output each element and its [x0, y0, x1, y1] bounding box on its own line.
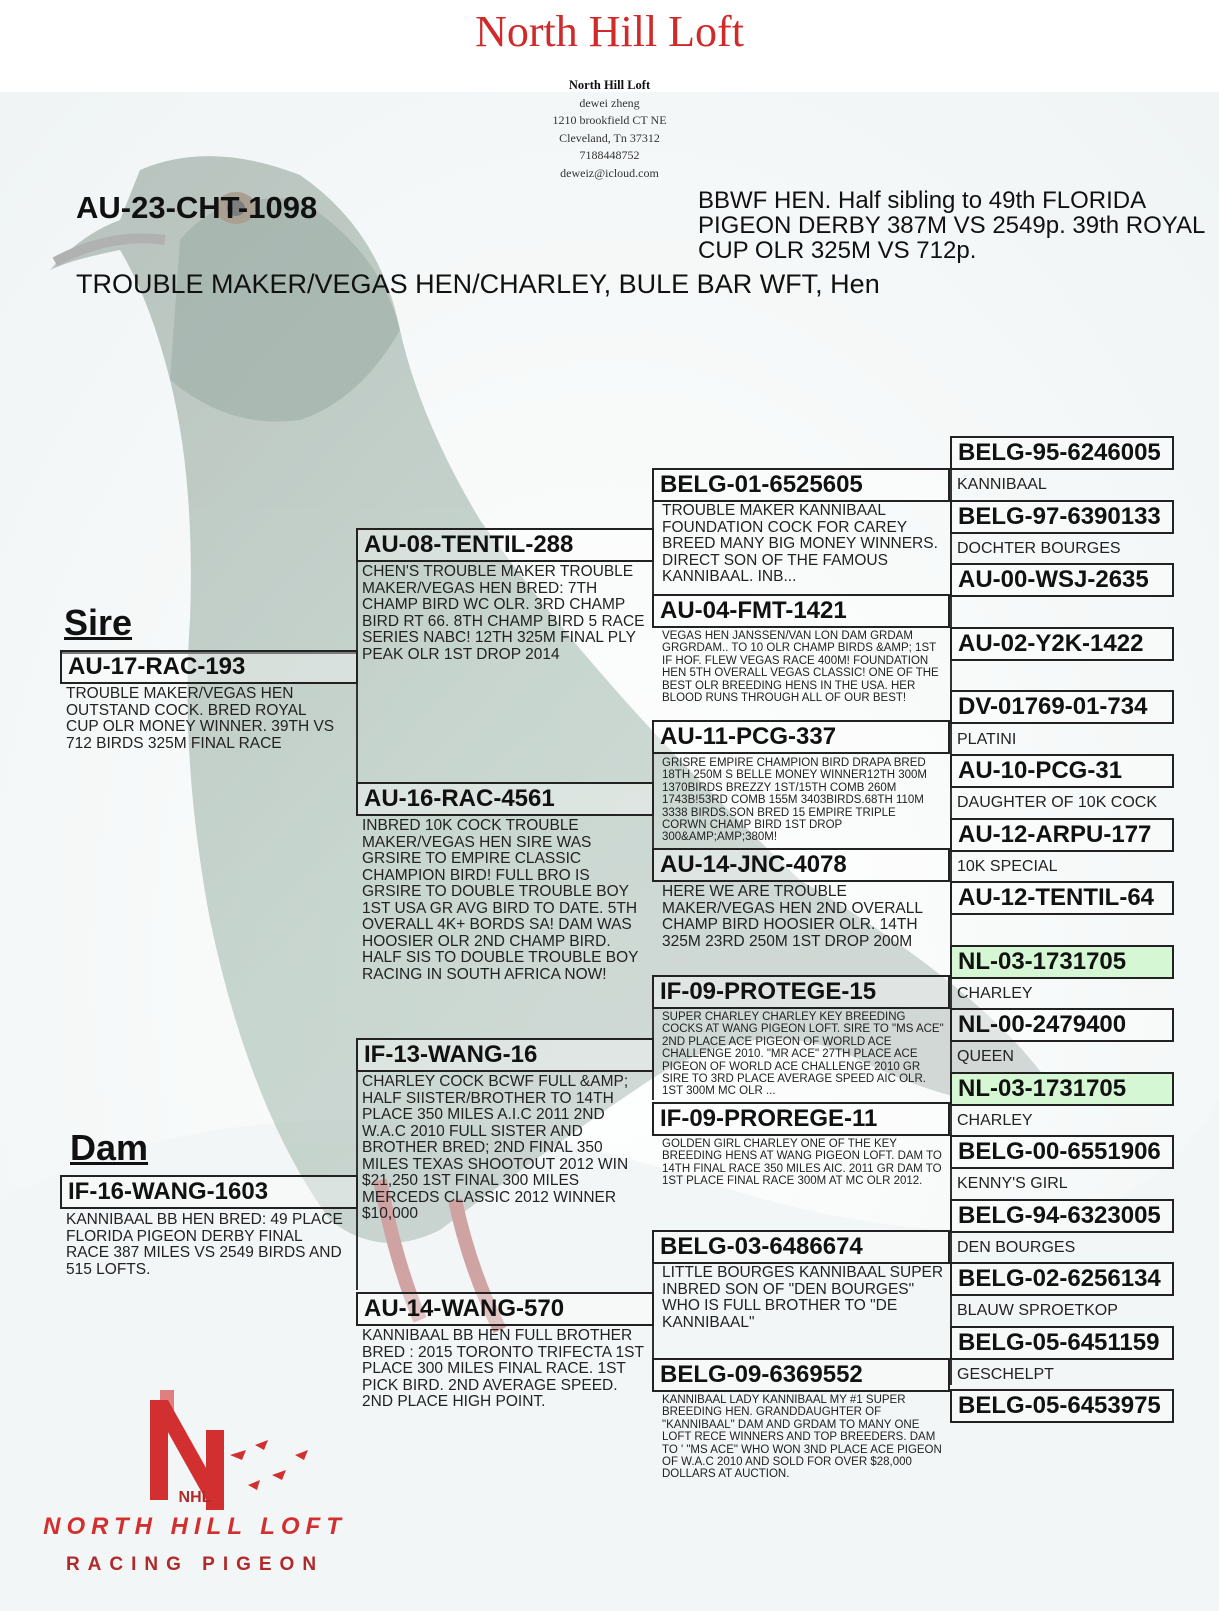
pedigree-band: BELG-01-6525605	[652, 468, 950, 502]
pedigree-band: AU-00-WSJ-2635	[950, 563, 1174, 597]
connector-line	[356, 1040, 358, 1290]
address-line: Cleveland, Tn 37312	[559, 130, 660, 145]
pedigree-band: AU-14-JNC-4078	[652, 848, 950, 882]
pedigree-notes: GRISRE EMPIRE CHAMPION BIRD DRAPA BRED 18TH 250M S BELLE MONEY WINNER12TH 300M 1370BIRDS BREZZY 1ST/15TH COMB 260M 1743B!53RD COMB 155M 3403BIRDS.68TH 110M 3338 BIRDS.SON BRED 15 EMPIRE TRIPLE CORWN CHAMP BIRD 1ST DROP 300&AMP;AMP;380M!	[662, 757, 928, 844]
pedigree-notes: LITTLE BOURGES KANNIBAAL SUPER INBRED SON OF "DEN BOURGES" WHO IS FULL BROTHER TO "DE KANNIBAAL"	[662, 1265, 944, 1331]
pedigree-notes: CHARLEY COCK BCWF FULL &AMP; HALF SIISTER/BROTHER TO 14TH PLACE 350 MILES A.I.C 2011 2ND W.A.C 2010 FULL SISTER AND BROTHER BRED; 2ND FINAL 350 MILES TEXAS SHOOTOUT 2012 WIN $21,250 1ST FINAL 300 MILES MERCEDS CLASSIC 2012 WINNER $10,000	[362, 1074, 629, 1222]
subject-description: BBWF HEN. Half sibling to 49th FLORIDA PIGEON DERBY 387M VS 2549p. 39th ROYAL CUP OLR 325M VS 712p.	[698, 187, 1205, 264]
pedigree-band: AU-02-Y2K-1422	[950, 627, 1174, 661]
pedigree-band: AU-08-TENTIL-288	[356, 528, 654, 562]
pedigree-band-highlighted: NL-03-1731705	[950, 1072, 1174, 1106]
dam-heading: Dam	[70, 1127, 149, 1168]
dam-notes: KANNIBAAL BB HEN BRED: 49 PLACE FLORIDA PIGEON DERBY FINAL RACE 387 MILES VS 2549 BIRDS AND 515 LOFTS.	[66, 1212, 343, 1278]
pedigree-band: BELG-03-6486674	[652, 1230, 950, 1264]
pedigree-notes: INBRED 10K COCK TROUBLE MAKER/VEGAS HEN SIRE WAS GRSIRE TO EMPIRE CLASSIC CHAMPION BIRD! FULL BRO IS GRSIRE TO DOUBLE TROUBLE BOY 1ST USA GR AVG BIRD TO DATE. 5TH OVERALL 4K+ BORDS SA! DAM WAS HOOSIER OLR 2ND CHAMP BIRD. HALF SIS TO DOUBLE TROUBLE BOY RACING IN SOUTH AFRICA NOW!	[362, 818, 639, 983]
pedigree-band: BELG-97-6390133	[950, 500, 1174, 534]
pedigree-band: IF-09-PROTEGE-15	[652, 975, 950, 1009]
pedigree-band: AU-11-PCG-337	[652, 720, 950, 754]
pedigree-name: GESCHELPT	[957, 1366, 1054, 1383]
pedigree-name: DEN BOURGES	[957, 1239, 1076, 1256]
logo-tagline: RACING PIGEON	[65, 1554, 325, 1575]
pedigree-band: BELG-95-6246005	[950, 436, 1174, 470]
north-hill-loft-logo	[10, 1390, 380, 1610]
pedigree-band-highlighted: NL-03-1731705	[950, 945, 1174, 979]
subject-lineage: TROUBLE MAKER/VEGAS HEN/CHARLEY, BULE BAR WFT, Hen	[76, 269, 880, 299]
subject-band: AU-23-CHT-1098	[76, 190, 318, 225]
pedigree-band: IF-13-WANG-16	[356, 1038, 654, 1072]
pedigree-notes: CHEN'S TROUBLE MAKER TROUBLE MAKER/VEGAS HEN BRED: 7TH CHAMP BIRD WC OLR. 3RD CHAMP BIRD RT 66. 8TH CHAMP BIRD 5 RACE SERIES NABC! 12TH 325M FINAL PLY PEAK OLR 1ST DROP 2014	[362, 564, 645, 663]
pedigree-name: 10K SPECIAL	[957, 858, 1058, 875]
address-line: 1210 brookfield CT NE	[552, 113, 667, 127]
pedigree-band: AU-10-PCG-31	[950, 754, 1174, 788]
sire-band: AU-17-RAC-193	[60, 650, 358, 684]
logo-initials: NHL	[178, 1489, 212, 1506]
address-line: deweiz@icloud.com	[560, 165, 659, 180]
pedigree-name: CHARLEY	[957, 1112, 1033, 1129]
pedigree-band: BELG-09-6369552	[652, 1358, 950, 1392]
pedigree-band: NL-00-2479400	[950, 1008, 1174, 1042]
pedigree-name: DOCHTER BOURGES	[957, 540, 1121, 557]
address-block	[0, 77, 1219, 182]
pedigree-name: CHARLEY	[957, 985, 1033, 1002]
pedigree-name: KANNIBAAL	[957, 476, 1047, 493]
pedigree-notes: HERE WE ARE TROUBLE MAKER/VEGAS HEN 2ND OVERALL CHAMP BIRD HOOSIER OLR. 14TH 325M 23RD 250M 1ST DROP 200M	[662, 884, 923, 950]
sire-heading: Sire	[64, 602, 133, 643]
page-title: North Hill Loft	[475, 7, 744, 56]
address-line: 7188448752	[579, 148, 640, 162]
pedigree-band: BELG-05-6453975	[950, 1389, 1174, 1423]
pedigree-band: DV-01769-01-734	[950, 690, 1174, 724]
pedigree-notes: SUPER CHARLEY CHARLEY KEY BREEDING COCKS AT WANG PIGEON LOFT. SIRE TO "MS ACE" 2ND PLACE ACE PIGEON OF WORLD ACE CHALLENGE 2010. "MR ACE" 27TH PLACE ACE PIGEON OF WORLD ACE CHALLENGE 2010 GR SIRE TO 3RD PLACE AVERAGE SPEED AIC OLR. 1ST 300M MC OLR ...	[662, 1011, 944, 1098]
pedigree-name: BLAUW SPROETKOP	[957, 1302, 1118, 1319]
pedigree-name: QUEEN	[957, 1048, 1014, 1065]
pedigree-band: AU-04-FMT-1421	[652, 594, 950, 628]
pedigree-notes: VEGAS HEN JANSSEN/VAN LON DAM GRDAM GRGRDAM.. TO 10 OLR CHAMP BIRDS &AMP; 1ST IF HOF. FLEW VEGAS RACE 400M! FOUNDATION HEN 5TH OVERALL VEGAS CLASSIC! ONE OF THE BEST OLR BREEDING HENS IN THE USA. HER BLOOD RUNS THROUGH ALL OF OUR BEST!	[662, 630, 939, 705]
pedigree-band: AU-14-WANG-570	[356, 1292, 654, 1326]
pedigree-name: KENNY'S GIRL	[957, 1175, 1068, 1192]
pedigree-band: BELG-00-6551906	[950, 1135, 1174, 1169]
pedigree-band: BELG-94-6323005	[950, 1199, 1174, 1233]
pedigree-band: AU-16-RAC-4561	[356, 782, 654, 816]
pedigree-band: BELG-05-6451159	[950, 1326, 1174, 1360]
pedigree-notes: KANNIBAAL LADY KANNIBAAL MY #1 SUPER BREEDING HEN. GRANDDAUGHTER OF "KANNIBAAL" DAM AND GRDAM TO MANY ONE LOFT RECE WINNERS AND TOP BREEDERS. DAM TO ' "MS ACE" WHO WON 3ND PLACE ACE PIGEON OF W.A.C 2010 AND SOLD FOR OVER $28,000 DOLLARS AT AUCTION.	[662, 1394, 942, 1481]
sire-notes: TROUBLE MAKER/VEGAS HEN OUTSTAND COCK. BRED ROYAL CUP OLR MONEY WINNER. 39TH VS 712 BIRDS 325M FINAL RACE	[66, 686, 335, 752]
pedigree-notes: GOLDEN GIRL CHARLEY ONE OF THE KEY BREEDING HENS AT WANG PIGEON LOFT. DAM TO 14TH FINAL RACE 350 MILES AIC. 2011 GR DAM TO 1ST PLACE FINAL RACE 300M AT MC OLR 2012.	[662, 1138, 942, 1188]
logo-name: NORTH HILL LOFT	[43, 1513, 347, 1540]
pedigree-name: DAUGHTER OF 10K COCK	[957, 794, 1158, 811]
pedigree-notes: KANNIBAAL BB HEN FULL BROTHER BRED : 2015 TORONTO TRIFECTA 1ST PLACE 300 MILES FINAL RACE. 1ST PICK BIRD. 2ND AVERAGE SPEED. 2ND PLACE HIGH POINT.	[362, 1328, 644, 1410]
pedigree-band: BELG-02-6256134	[950, 1262, 1174, 1296]
pedigree-band: AU-12-TENTIL-64	[950, 881, 1174, 915]
address-line: dewei zheng	[579, 95, 640, 110]
pedigree-band: AU-12-ARPU-177	[950, 818, 1174, 852]
pedigree-band: IF-09-PROREGE-11	[652, 1102, 950, 1136]
dam-band: IF-16-WANG-1603	[60, 1175, 358, 1209]
pedigree-name: PLATINI	[957, 731, 1017, 748]
pedigree-notes: TROUBLE MAKER KANNIBAAL FOUNDATION COCK FOR CAREY BREED MANY BIG MONEY WINNERS. DIRECT SON OF THE FAMOUS KANNIBAAL. INB...	[662, 503, 938, 585]
address-line: North Hill Loft	[568, 78, 651, 92]
